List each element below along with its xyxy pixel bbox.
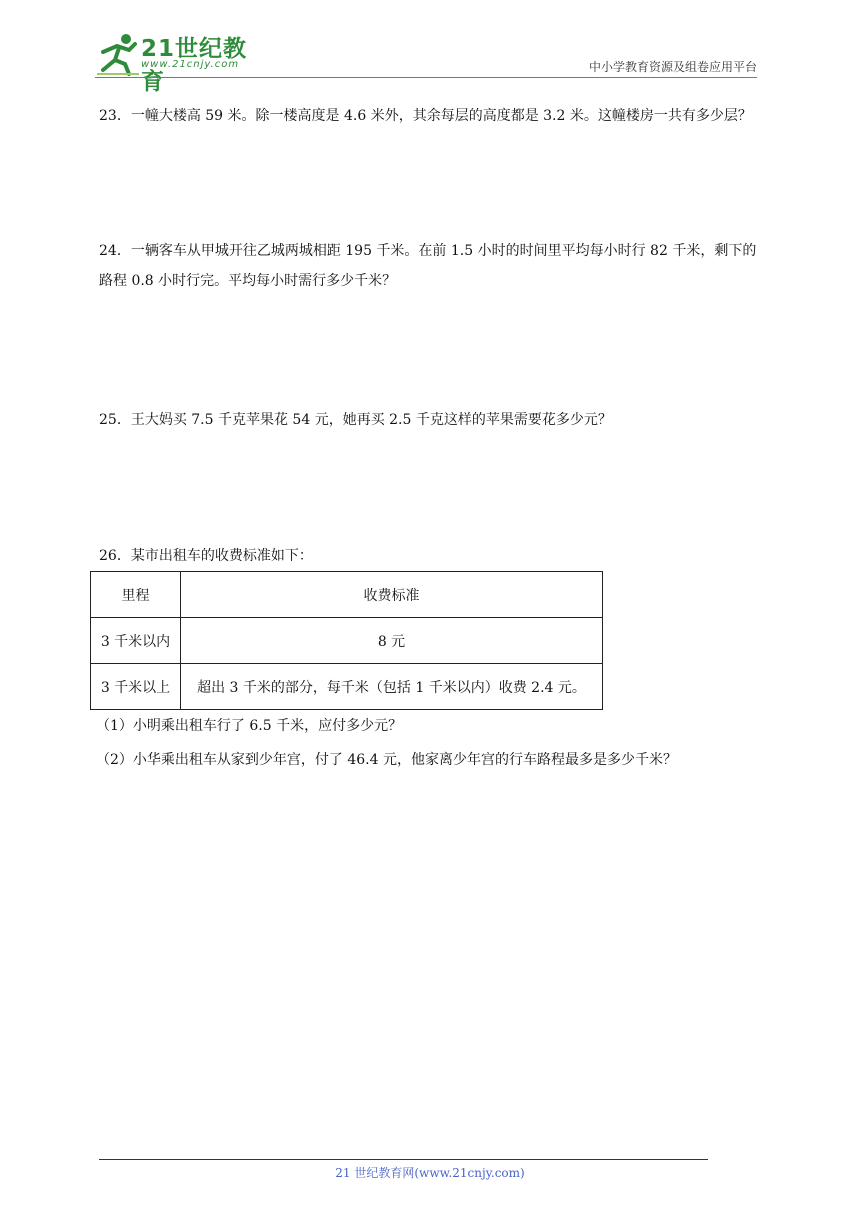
logo-url: www.21cnjy.com: [141, 59, 240, 70]
footer-divider: [99, 1159, 708, 1160]
page-header: [95, 32, 757, 95]
sub-question-2: （2）小华乘出租车从家到少年宫，付了 46.4 元，他家离少年宫的行车路程最多是多少千米？: [96, 752, 677, 768]
header-divider: [95, 77, 757, 78]
platform-name: 中小学教育资源及组卷应用平台: [588, 60, 757, 74]
logo: [95, 32, 265, 95]
table-header-cell: 收费标准: [181, 572, 603, 618]
sub-question-1: （1）小明乘出租车行了 6.5 千米，应付多少元？: [96, 718, 403, 734]
table-cell: 3 千米以内: [91, 618, 181, 664]
question-23: 23．一幢大楼高 59 米。除一楼高度是 4.6 米外，其余每层的高度都是 3.2 米。这幢楼房一共有多少层？: [99, 108, 752, 124]
fee-table: [90, 571, 603, 710]
table-row: [91, 664, 603, 710]
runner-logo-icon: [95, 32, 141, 78]
table-cell: 3 千米以上: [91, 664, 181, 710]
table-cell: 8 元: [181, 618, 603, 664]
table-cell: 超出 3 千米的部分，每千米（包括 1 千米以内）收费 2.4 元。: [181, 664, 603, 710]
question-25: 25．王大妈买 7.5 千克苹果花 54 元，她再买 2.5 千克这样的苹果需要花多少元？: [99, 412, 612, 428]
table-header-cell: 里程: [91, 572, 181, 618]
table-header-row: [91, 572, 603, 618]
table-row: [91, 618, 603, 664]
question-26: 26．某市出租车的收费标准如下：: [99, 548, 313, 564]
question-24: 24．一辆客车从甲城开往乙城两城相距 195 千米。在前 1.5 小时的时间里平均每小时行 82 千米，剩下的路程 0.8 小时行完。平均每小时需行多少千米？: [99, 243, 757, 289]
logo-text: 21世纪教育: [141, 36, 248, 95]
footer-text: 21 世纪教育网(www.21cnjy.com): [335, 1166, 525, 1180]
